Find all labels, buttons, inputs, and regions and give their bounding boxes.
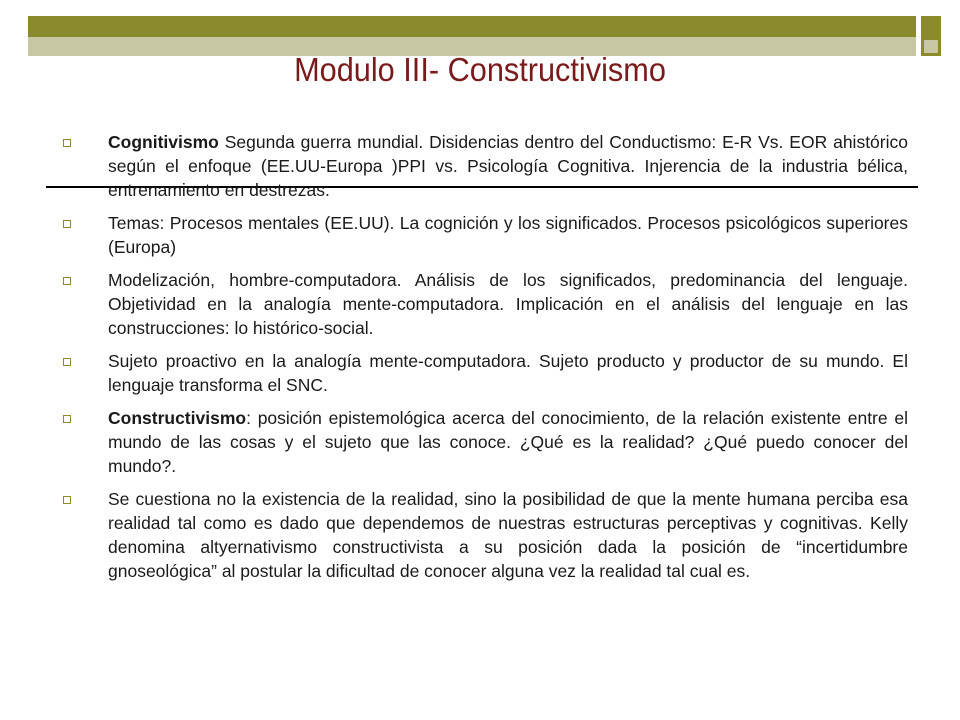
square-bullet-icon (63, 415, 71, 423)
bullet-item-cognitivismo (56, 130, 908, 202)
bullet-text: Sujeto proactivo en la analogía mente-computadora. Sujeto producto y productor de su mundo. El lenguaje transforma el SNC. (108, 351, 908, 395)
square-bullet-icon (63, 220, 71, 228)
bullet-text: Temas: Procesos mentales (EE.UU). La cognición y los significados. Procesos psicológicos superiores (Europa) (108, 213, 908, 257)
bullet-item-sujeto (56, 349, 908, 397)
slide-title: Modulo III- Constructivismo (294, 51, 666, 88)
square-bullet-icon (63, 277, 71, 285)
bullet-list (56, 130, 908, 592)
square-bullet-icon (63, 139, 71, 147)
bullet-text: Se cuestiona no la existencia de la realidad, sino la posibilidad de que la mente humana perciba esa realidad tal como es dado que dependemos de nuestras estructuras perceptivas y cognitivas. Kelly denomina altyernativismo constructivista a su posición dada la posición de “incertidumbre gnoseológica” al postular la dificultad de conocer alguna vez la realidad tal cual es. (108, 489, 908, 581)
bullet-item-temas (56, 211, 908, 259)
corner-square-dark (921, 16, 941, 37)
header-bar-dark (28, 16, 916, 37)
bullet-text: Modelización, hombre-computadora. Análisis de los significados, predominancia del lenguaje. Objetividad en la analogía mente-computadora. Implicación en el análisis del lenguaje en las construcciones: lo histórico-social. (108, 270, 908, 338)
bullet-bold-term: Cognitivismo (108, 132, 219, 152)
bullet-text: Segunda guerra mundial. Disidencias dentro del Conductismo: E-R Vs. EOR ahistórico según el enfoque (EE.UU-Europa )PPI vs. Psicología Cognitiva. Injerencia de la industria bélica, entrenamiento en destrezas. (108, 132, 908, 200)
bullet-bold-term: Constructivismo (108, 408, 247, 428)
bullet-text: : posición epistemológica acerca del conocimiento, de la relación existente entre el mundo de las cosas y el sujeto que las conoce. ¿Qué es la realidad? ¿Qué puedo conocer del mundo?. (108, 408, 908, 476)
square-bullet-icon (63, 496, 71, 504)
bullet-item-constructivismo (56, 406, 908, 478)
square-bullet-icon (63, 358, 71, 366)
bullet-item-realidad (56, 487, 908, 583)
bullet-item-modelizacion (56, 268, 908, 340)
